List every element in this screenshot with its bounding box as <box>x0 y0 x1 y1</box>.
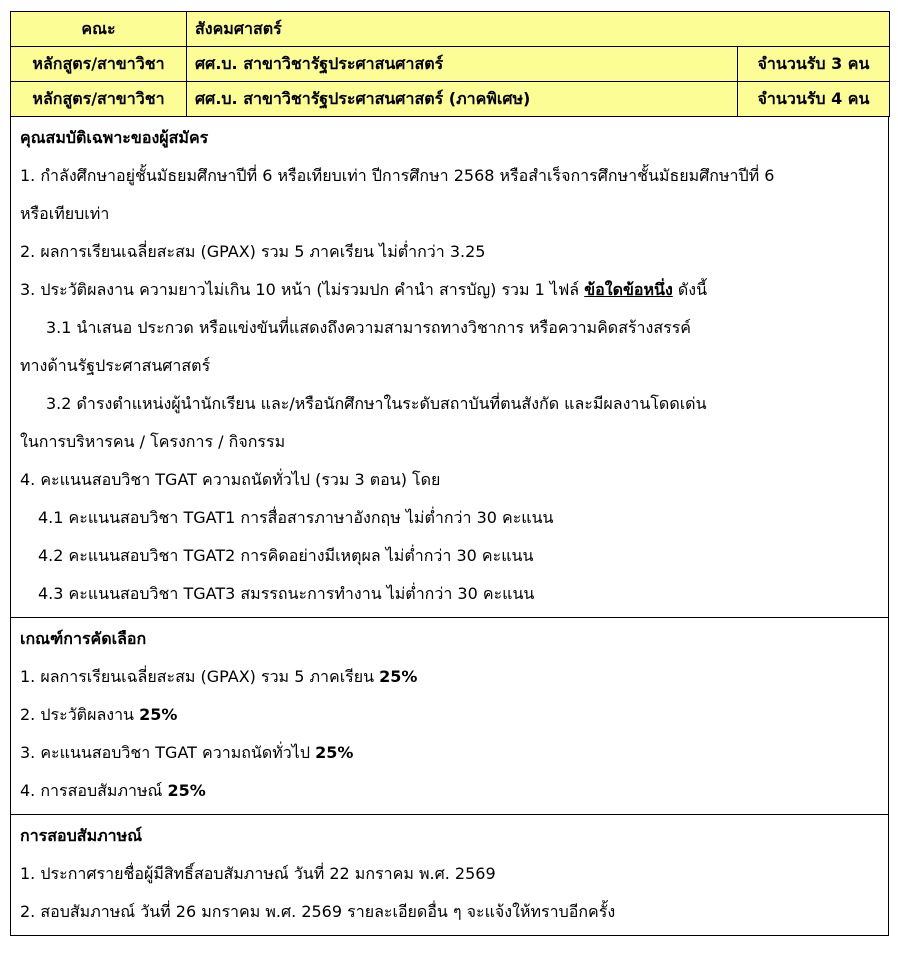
criteria-weight: 25% <box>167 781 206 800</box>
qualification-subitem-cont: ในการบริหารคน / โครงการ / กิจกรรม <box>20 432 286 451</box>
criteria-weight: 25% <box>379 667 418 686</box>
interview-item: 2. สอบสัมภาษณ์ วันที่ 26 มกราคม พ.ศ. 2569 รายละเอียดอื่น ๆ จะแจ้งให้ทราบอีกครั้ง <box>20 902 616 921</box>
qualification-item: 2. ผลการเรียนเฉลี่ยสะสม (GPAX) รวม 5 ภาคเรียน ไม่ต่ำกว่า 3.25 <box>20 242 486 261</box>
qualification-item: 1. กำลังศึกษาอยู่ชั้นมัธยมศึกษาปีที่ 6 หรือเทียบเท่า ปีการศึกษา 2568 หรือสำเร็จการศึกษาชั้นมัธยมศึกษาปีที่ 6 <box>20 166 775 185</box>
program-quota: จำนวนรับ 4 คน <box>738 82 890 117</box>
criteria-section <box>10 618 889 815</box>
criteria-item <box>20 696 880 734</box>
program-name: ศศ.บ. สาขาวิชารัฐประศาสนศาสตร์ (ภาคพิเศษ) <box>187 82 738 117</box>
criteria-weight: 25% <box>315 743 354 762</box>
faculty-label: คณะ <box>11 12 187 47</box>
criteria-title: เกณฑ์การคัดเลือก <box>20 629 147 648</box>
criteria-item <box>20 772 880 810</box>
program-quota: จำนวนรับ 3 คน <box>738 47 890 82</box>
faculty-value: สังคมศาสตร์ <box>187 12 890 47</box>
criteria-text: 4. การสอบสัมภาษณ์ <box>20 781 168 800</box>
qualification-subitem: 3.1 นำเสนอ ประกวด หรือแข่งขันที่แสดงถึงความสามารถทางวิชาการ หรือความคิดสร้างสรรค์ <box>46 318 692 337</box>
criteria-weight: 25% <box>139 705 178 724</box>
program-label: หลักสูตร/สาขาวิชา <box>11 47 187 82</box>
qualification-subitem: 4.3 คะแนนสอบวิชา TGAT3 สมรรถนะการทำงาน ไม่ต่ำกว่า 30 คะแนน <box>38 584 535 603</box>
admission-document <box>10 11 889 936</box>
qualifications-title: คุณสมบัติเฉพาะของผู้สมัคร <box>20 128 209 147</box>
qualification-text: 3. ประวัติผลงาน ความยาวไม่เกิน 10 หน้า (ไม่รวมปก คำนำ สารบัญ) รวม 1 ไฟล์ <box>20 280 585 299</box>
faculty-row <box>11 12 890 47</box>
criteria-text: 1. ผลการเรียนเฉลี่ยสะสม (GPAX) รวม 5 ภาคเรียน <box>20 667 380 686</box>
qualifications-section <box>10 117 889 618</box>
interview-item: 1. ประกาศรายชื่อผู้มีสิทธิ์สอบสัมภาษณ์ วันที่ 22 มกราคม พ.ศ. 2569 <box>20 864 496 883</box>
qualification-subitem: 3.2 ดำรงตำแหน่งผู้นำนักเรียน และ/หรือนักศึกษาในระดับสถาบันที่ตนสังกัด และมีผลงานโดดเด่น <box>46 394 707 413</box>
program-row <box>11 82 890 117</box>
criteria-item <box>20 734 880 772</box>
header-table <box>10 11 890 117</box>
qualification-subitem-cont: ทางด้านรัฐประศาสนศาสตร์ <box>20 356 211 375</box>
qualification-item <box>20 271 880 309</box>
qualification-item-cont: หรือเทียบเท่า <box>20 204 110 223</box>
program-name: ศศ.บ. สาขาวิชารัฐประศาสนศาสตร์ <box>187 47 738 82</box>
qualification-subitem: 4.2 คะแนนสอบวิชา TGAT2 การคิดอย่างมีเหตุผล ไม่ต่ำกว่า 30 คะแนน <box>38 546 534 565</box>
qualification-subitem: 4.1 คะแนนสอบวิชา TGAT1 การสื่อสารภาษาอังกฤษ ไม่ต่ำกว่า 30 คะแนน <box>38 508 554 527</box>
criteria-text: 3. คะแนนสอบวิชา TGAT ความถนัดทั่วไป <box>20 743 316 762</box>
criteria-text: 2. ประวัติผลงาน <box>20 705 140 724</box>
qualification-item: 4. คะแนนสอบวิชา TGAT ความถนัดทั่วไป (รวม 3 ตอน) โดย <box>20 470 441 489</box>
criteria-item <box>20 658 880 696</box>
interview-section <box>10 815 889 936</box>
qualification-text: ดังนี้ <box>672 280 708 299</box>
program-row <box>11 47 890 82</box>
program-label: หลักสูตร/สาขาวิชา <box>11 82 187 117</box>
interview-title: การสอบสัมภาษณ์ <box>20 826 143 845</box>
emphasis-text: ข้อใดข้อหนึ่ง <box>584 280 673 299</box>
